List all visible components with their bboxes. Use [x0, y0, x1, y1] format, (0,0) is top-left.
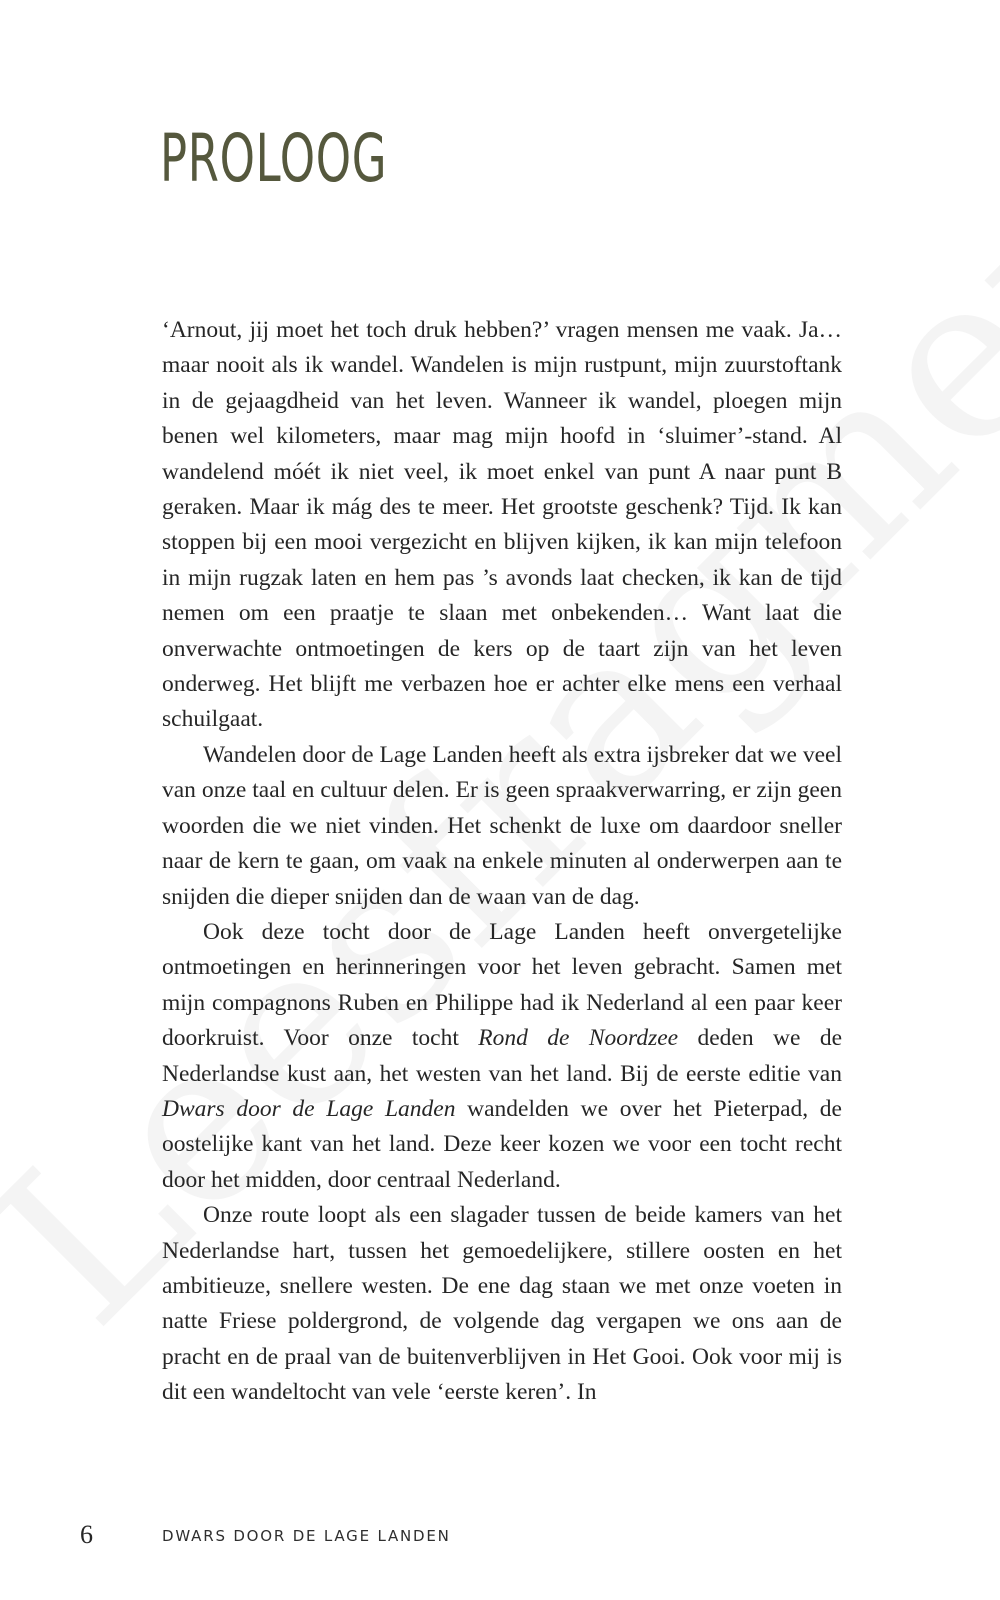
paragraph-3 [162, 915, 842, 1198]
paragraph-2: Wandelen door de Lage Landen heeft als extra ijsbreker dat we veel van onze taal en cultuur delen. Er is geen spraakverwarring, er zijn geen woorden die we niet vinden. Het schenkt de luxe om daardoor sneller naar de kern te gaan, om vaak na enkele minuten al onderwerpen aan te snijden die dieper snijden dan de waan van de dag. [162, 741, 842, 910]
paragraph-3-part-a: Ook deze tocht door de Lage Landen heeft onvergetelijke ontmoetingen en herinneringen voor het leven gebracht. Samen met mijn compagnons Ruben en Philippe had ik Nederland al een paar keer doorkruist. Voor onze tocht [162, 918, 842, 1052]
page-number: 6 [80, 1520, 93, 1549]
book-title-dwars-door-de-lage-landen: Dwars door de Lage Landen [162, 1095, 456, 1122]
paragraph-3-part-c: wandelden we over het Pieterpad, de oostelijke kant van het land. Deze keer kozen we voor een tocht recht door het midden, door centraal Nederland. [162, 1095, 842, 1193]
page-footer [80, 1520, 840, 1550]
chapter-title: PROLOOG [160, 120, 388, 197]
paragraph-4: Onze route loopt als een slagader tussen de beide kamers van het Nederlandse hart, tussen het gemoedelijkere, stillere oosten en het ambitieuze, snellere westen. De ene dag staan we met onze voeten in natte Friese poldergrond, de volgende dag vergapen we ons aan de pracht en de praal van de buitenverblijven in Het Gooi. Ook voor mij is dit een wandeltocht van vele ‘eerste keren’. In [162, 1202, 842, 1406]
paragraph-1: ‘Arnout, jij moet het toch druk hebben?’ vragen mensen me vaak. Ja… maar nooit als ik wandel. Wandelen is mijn rustpunt, mijn zuurstoftank in de gejaagdheid van het leven. Wanneer ik wandel, ploegen mijn benen wel kilometers, maar mag mijn hoofd in ‘sluimer’-stand. Al wandelend móét ik niet veel, ik moet enkel van punt A naar punt B geraken. Maar ik mág des te meer. Het grootste geschenk? Tijd. Ik kan stoppen bij een mooi vergezicht en blijven kijken, ik kan mijn telefoon in mijn rugzak laten en hem pas ’s avonds laat checken, ik kan de tijd nemen om een praatje te slaan met onbekenden… Want laat die onverwachte ontmoetingen de kers op de taart zijn van het leven onderweg. Het blijft me verbazen hoe er achter elke mens een verhaal schuilgaat. [162, 317, 842, 733]
paragraph-3-part-b: deden we de Nederlandse kust aan, het westen van het land. Bij de eerste editie van [162, 1025, 842, 1087]
body-text [162, 313, 842, 1411]
book-title-rond-de-noordzee: Rond de Noordzee [478, 1025, 679, 1052]
running-head: DWARS DOOR DE LAGE LANDEN [162, 1527, 451, 1545]
